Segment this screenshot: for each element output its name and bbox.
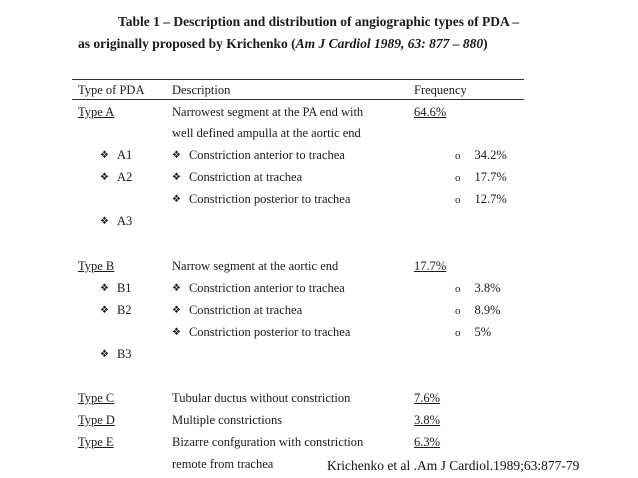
subtype-a3-description: ❖ Constriction posterior to trachea [172,192,350,208]
subtype-b3-description: ❖ Constriction posterior to trachea [172,325,350,341]
header-description: Description [172,83,231,97]
type-d-description: Multiple constrictions [172,413,283,427]
subtype-b2-description: ❖ Constriction at trachea [172,303,302,319]
type-b-description: Narrow segment at the aortic end [172,259,339,273]
subtype-b1-frequency: o 3.8% [455,281,501,296]
type-a-frequency: 64.6% [414,105,447,119]
subtype-a1-description: ❖ Constriction anterior to trachea [172,148,345,164]
citation: Krichenko et al .Am J Cardiol.1989;63:877-79 [327,458,580,473]
table-title-line-2 [78,36,488,52]
table-title-line-1: Table 1 – Description and distribution of angiographic types of PDA – [118,14,520,29]
type-e-frequency: 6.3% [414,435,441,449]
type-b-label: Type B [78,259,115,273]
header-rule [72,99,524,100]
top-rule [72,79,524,80]
type-c-label: Type C [78,391,115,405]
type-e-label: Type E [78,435,114,449]
subtype-a3-frequency: o 12.7% [455,192,507,207]
subtype-b3-label: ❖ B3 [100,347,132,363]
type-e-description: Bizarre confguration with constriction [172,435,364,449]
subtype-a2-description: ❖ Constriction at trachea [172,170,302,186]
subtype-b3-frequency: o 5% [455,325,491,340]
type-a-description-cont: well defined ampulla at the aortic end [172,126,361,140]
type-a-description: Narrowest segment at the PA end with [172,105,364,119]
subtype-b2-frequency: o 8.9% [455,303,501,318]
type-d-frequency: 3.8% [414,413,441,427]
type-a-label: Type A [78,105,115,119]
title-reference: Am J Cardiol 1989, 63: 877 – 880 [295,36,484,51]
subtype-b1-description: ❖ Constriction anterior to trachea [172,281,345,297]
type-c-description: Tubular ductus without constriction [172,391,351,405]
subtype-a1-label: ❖ A1 [100,148,132,164]
type-e-description-cont: remote from trachea [172,457,274,471]
type-d-label: Type D [78,413,115,427]
subtype-b1-label: ❖ B1 [100,281,132,297]
type-c-frequency: 7.6% [414,391,441,405]
subtype-b2-label: ❖ B2 [100,303,132,319]
subtype-a2-label: ❖ A2 [100,170,132,186]
title-prefix: as originally proposed by Krichenko ( [78,36,296,51]
header-frequency: Frequency [414,83,467,97]
subtype-a2-frequency: o 17.7% [455,170,507,185]
title-suffix: ) [483,36,488,51]
header-type: Type of PDA [78,83,145,97]
subtype-a1-frequency: o 34.2% [455,148,507,163]
subtype-a3-label: ❖ A3 [100,214,132,230]
type-b-frequency: 17.7% [414,259,447,273]
